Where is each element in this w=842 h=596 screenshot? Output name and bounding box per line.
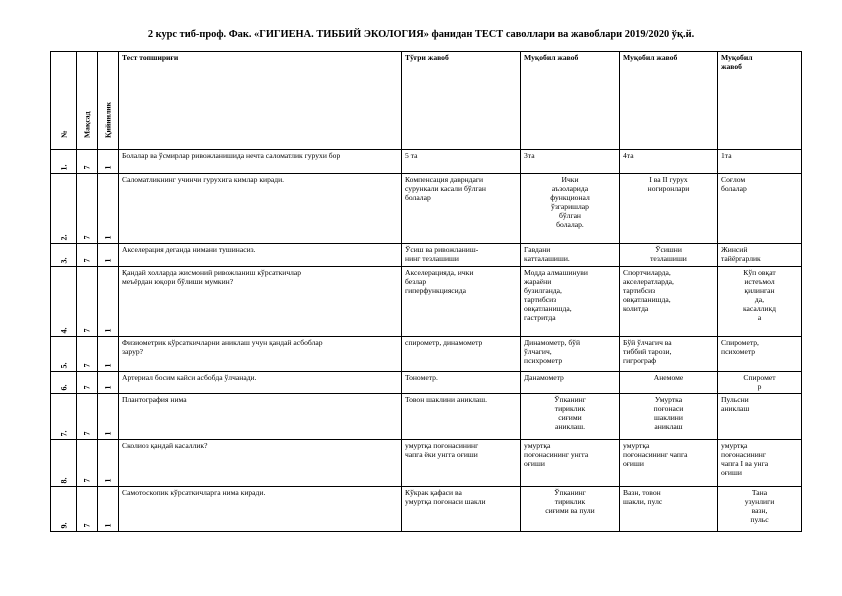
row-question: Сколиоз қандай касаллик? (119, 440, 402, 487)
row-maqsad (77, 440, 98, 487)
row-correct: Компенсация даврндаги сурункали касали бўлган болалар (402, 174, 521, 244)
row-correct: 5 та (402, 150, 521, 174)
row-qiyinlik (98, 174, 119, 244)
row-qiyinlik (98, 244, 119, 267)
row-alt3: 1та (718, 150, 802, 174)
row-qiyinlik-value: 1 (103, 523, 113, 528)
row-alt1: Ички аъзоларида функционал ўзгаришлар бўлган болалар. (521, 174, 620, 244)
row-correct: Ўсиш ва ривожланиш- нинг тезлашиши (402, 244, 521, 267)
table-row (51, 394, 802, 440)
row-num (51, 487, 77, 532)
row-alt3: Пульсни аниклаш (718, 394, 802, 440)
row-correct: Товон шаклини аниклаш. (402, 394, 521, 440)
row-alt1: Данамометр (521, 372, 620, 394)
row-qiyinlik (98, 337, 119, 372)
row-qiyinlik-value: 1 (103, 363, 113, 368)
row-question: Физиометрик кўрсаткичларни аниклаш учун қандай асбоблар зарур? (119, 337, 402, 372)
row-num (51, 394, 77, 440)
row-question: Плантография нима (119, 394, 402, 440)
row-num-value: 3. (59, 257, 68, 264)
row-maqsad (77, 174, 98, 244)
header-num: № (51, 52, 77, 150)
row-qiyinlik-value: 1 (103, 385, 113, 390)
row-question: Қандай холларда жисмоний ривожланиш кўрсаткичлар меъёрдан юқори бўлиши мумкин? (119, 267, 402, 337)
row-alt2: Бўй ўлчагич ва тиббий тарози, гигрограф (620, 337, 718, 372)
row-maqsad-value: 7 (82, 235, 92, 240)
row-alt2: I ва II гурух ногиронлари (620, 174, 718, 244)
row-maqsad (77, 394, 98, 440)
row-qiyinlik-value: 1 (103, 235, 113, 240)
row-qiyinlik-value: 1 (103, 478, 113, 483)
row-alt1: Модда алмашинуви жараёни бузилганда, тартибсиз овқатланишда, гастритда (521, 267, 620, 337)
document-title: 2 курс тиб-проф. Фак. «ГИГИЕНА. ТИББИЙ ЭКОЛОГИЯ» фанидан ТЕСТ саволлари ва жавоблари 2019/2020 ўқ.й. (147, 29, 695, 40)
row-qiyinlik (98, 150, 119, 174)
row-question: Саломатликнинг учинчи гурухига кимлар киради. (119, 174, 402, 244)
row-question: Артериал босим кайси асбобда ўлчанади. (119, 372, 402, 394)
row-maqsad-value: 7 (82, 478, 92, 483)
row-maqsad (77, 337, 98, 372)
row-alt1: Ўпканинг тириклик сиғими аниклаш. (521, 394, 620, 440)
row-alt1: Динамометр, бўй ўлчагич, психрометр (521, 337, 620, 372)
row-qiyinlik-value: 1 (103, 258, 113, 263)
header-correct: Тўғри жавоб (402, 52, 521, 150)
row-alt1: Ўпканинг тириклик сиғими ва пули (521, 487, 620, 532)
row-correct: умуртқа поғонасининг чапга ёки унгга оғиши (402, 440, 521, 487)
table-row (51, 150, 802, 174)
row-num (51, 440, 77, 487)
row-correct: Акселерацияда, ички безлар гиперфункциясида (402, 267, 521, 337)
row-maqsad-value: 7 (82, 328, 92, 333)
row-question: Болалар ва ўсмирлар ривожланишида нечта саломатлик гурухи бор (119, 150, 402, 174)
header-maqsad: Мақсад (77, 52, 98, 150)
row-num-value: 6. (59, 384, 68, 391)
row-num-value: 8. (59, 477, 68, 484)
row-maqsad (77, 372, 98, 394)
row-correct: Кўкрак қафаси ва умуртқа поғонаси шакли (402, 487, 521, 532)
header-alt3: Муқобил жавоб (718, 52, 802, 150)
row-num (51, 267, 77, 337)
row-num-value: 2. (59, 234, 68, 241)
header-question: Тест топшириғи (119, 52, 402, 150)
row-maqsad-value: 7 (82, 385, 92, 390)
table-row (51, 372, 802, 394)
row-maqsad-value: 7 (82, 258, 92, 263)
row-qiyinlik (98, 440, 119, 487)
header-alt2: Муқобил жавоб (620, 52, 718, 150)
table-row (51, 337, 802, 372)
row-question: Самотоскопик кўрсаткичларга нима киради. (119, 487, 402, 532)
row-maqsad (77, 150, 98, 174)
row-alt2: Анемоме (620, 372, 718, 394)
row-qiyinlik-value: 1 (103, 165, 113, 170)
row-alt2: 4та (620, 150, 718, 174)
row-qiyinlik (98, 487, 119, 532)
test-table (50, 51, 802, 532)
table-row (51, 244, 802, 267)
table-row (51, 174, 802, 244)
row-alt2: Вазн, товон шакли, пулс (620, 487, 718, 532)
row-maqsad (77, 487, 98, 532)
row-num-value: 9. (59, 522, 68, 529)
row-alt2: Спортчиларда, акселератларда, тартибсиз овқатланишда, колитда (620, 267, 718, 337)
row-qiyinlik (98, 394, 119, 440)
row-alt3: Жинсий тайёргарлик (718, 244, 802, 267)
row-maqsad-value: 7 (82, 523, 92, 528)
row-num-value: 7. (59, 430, 68, 437)
row-num-value: 4. (59, 327, 68, 334)
row-qiyinlik (98, 372, 119, 394)
table-row (51, 440, 802, 487)
row-correct: Тонометр. (402, 372, 521, 394)
row-num (51, 150, 77, 174)
row-qiyinlik-value: 1 (103, 328, 113, 333)
row-maqsad (77, 244, 98, 267)
row-alt3: Кўп овқат истеъмол қилинган да, касалликд а (718, 267, 802, 337)
row-correct: спирометр, динамометр (402, 337, 521, 372)
row-num (51, 372, 77, 394)
row-num-value: 5. (59, 362, 68, 369)
row-alt2: Умуртка поғонаси шаклини аниклаш (620, 394, 718, 440)
header-row (51, 52, 802, 150)
row-alt3: умуртқа поғонасининг чапга I ва унга оғиши (718, 440, 802, 487)
row-alt3: Соғлом болалар (718, 174, 802, 244)
row-alt3: Спирометр, психометр (718, 337, 802, 372)
row-alt2: Ўсишни тезлашиши (620, 244, 718, 267)
row-maqsad (77, 267, 98, 337)
row-question: Акселерация деганда нимани тушинасиз. (119, 244, 402, 267)
row-alt1: 3та (521, 150, 620, 174)
row-alt1: умуртқа поғонасининг унгга оғиши (521, 440, 620, 487)
row-maqsad-value: 7 (82, 165, 92, 170)
row-qiyinlik (98, 267, 119, 337)
row-num (51, 337, 77, 372)
row-alt1: Гавдани катталашиши. (521, 244, 620, 267)
row-alt2: умуртқа поғонасининг чапга оғиши (620, 440, 718, 487)
row-maqsad-value: 7 (82, 363, 92, 368)
header-qiyinlik: Қийинлик (98, 52, 119, 150)
row-qiyinlik-value: 1 (103, 431, 113, 436)
row-num-value: 1. (59, 164, 68, 171)
row-alt3: Тана узунлиги вазн, пульс (718, 487, 802, 532)
row-alt3: Спиромет р (718, 372, 802, 394)
row-maqsad-value: 7 (82, 431, 92, 436)
table-row (51, 487, 802, 532)
row-num (51, 244, 77, 267)
header-alt1: Муқобил жавоб (521, 52, 620, 150)
row-num (51, 174, 77, 244)
table-row (51, 267, 802, 337)
